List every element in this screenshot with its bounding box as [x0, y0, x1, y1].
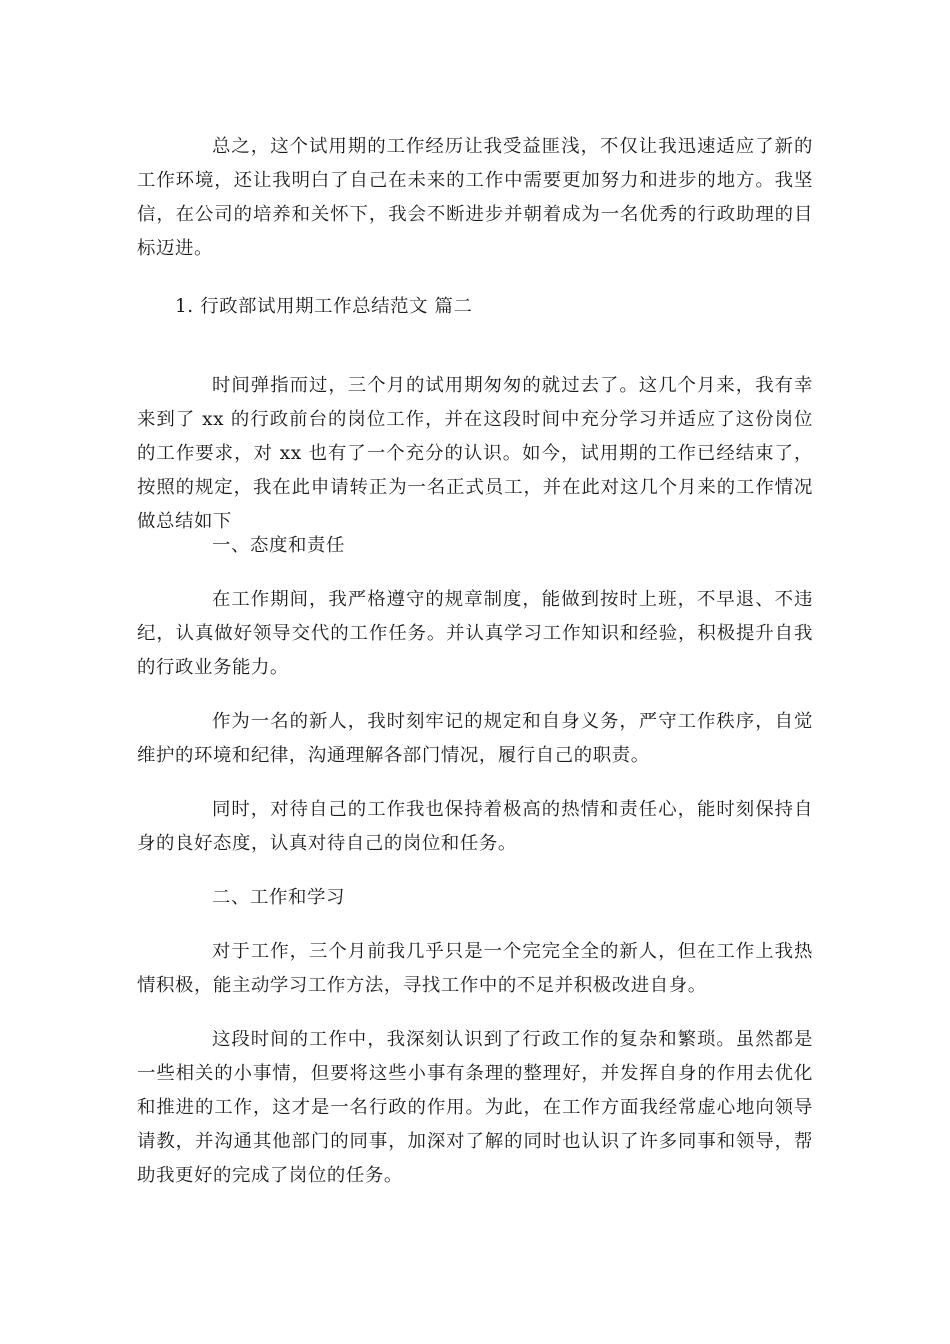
- heading-attitude-responsibility: 一、态度和责任: [212, 535, 345, 556]
- paragraph-work-learning: 对于工作，三个月前我几乎只是一个完完全全的新人，但在工作上我热情积极，能主动学习工作方法，寻找工作中的不足并积极改进自身。: [137, 941, 813, 996]
- paragraph-newcomer: 作为一名的新人，我时刻牢记的规定和自身义务，严守工作秩序，自觉维护的环境和纪律，沟通理解各部门情况，履行自己的职责。: [137, 711, 813, 766]
- paragraph-enthusiasm: 同时，对待自己的工作我也保持着极高的热情和责任心，能时刻保持自身的良好态度，认真对待自己的岗位和任务。: [137, 799, 813, 854]
- section-title-part-two: 1. 行政部试用期工作总结范文 篇二: [175, 296, 473, 317]
- paragraph-discipline: 在工作期间，我严格遵守的规章制度，能做到按时上班，不早退、不违纪，认真做好领导交代的工作任务。并认真学习工作知识和经验，积极提升自我的行政业务能力。: [137, 589, 813, 678]
- paragraph-admin-complexity: 这段时间的工作中，我深刻认识到了行政工作的复杂和繁琐。虽然都是一些相关的小事情，但要将这些小事有条理的整理好，并发挥自身的作用去优化和推进的工作，这才是一名行政的作用。为此，在工作方面我经常虚心地向领导请教，并沟通其他部门的同事，加深对了解的同时也认识了许多同事和领导，帮助我更好的完成了岗位的任务。: [137, 1029, 813, 1186]
- paragraph-intro: 时间弹指而过，三个月的试用期匆匆的就过去了。这几个月来，我有幸来到了 xx 的行政前台的岗位工作，并在这段时间中充分学习并适应了这份岗位的工作要求，对 xx 也有了一个充分的认识。如今，试用期的工作已经结束了，按照的规定，我在此申请转正为一名正式员工，并在此对这几个月来的工作情况做总结如下: [137, 375, 813, 532]
- paragraph-conclusion: 总之，这个试用期的工作经历让我受益匪浅，不仅让我迅速适应了新的工作环境，还让我明白了自己在未来的工作中需要更加努力和进步的地方。我坚信，在公司的培养和关怀下，我会不断进步并朝着成为一名优秀的行政助理的目标迈进。: [137, 136, 813, 259]
- heading-work-study: 二、工作和学习: [212, 887, 345, 908]
